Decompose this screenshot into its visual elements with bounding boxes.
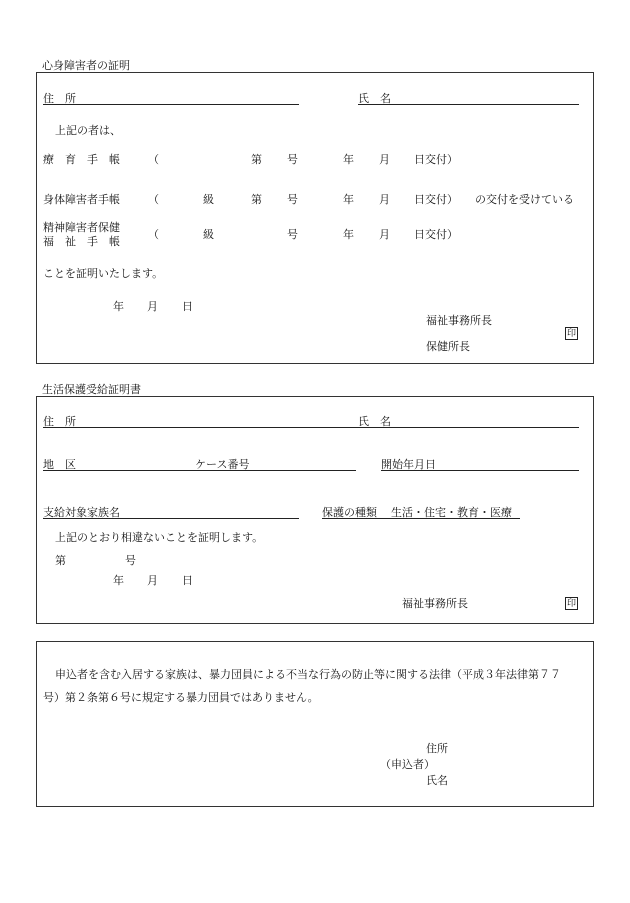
s1-certify: ことを証明いたします。: [43, 267, 164, 280]
district-case-line[interactable]: [43, 470, 356, 471]
row1-month: 月: [379, 153, 390, 166]
section2-title: 生活保護受給証明書: [42, 383, 141, 396]
row3-grade: 級: [203, 228, 214, 241]
row3-month: 月: [379, 228, 390, 241]
protection-type-line: [322, 518, 520, 519]
family-label: 支給対象家族名: [43, 506, 120, 519]
s1-date-month: 月: [147, 300, 158, 313]
start-date-label: 開始年月日: [381, 458, 436, 471]
row3-year: 年: [343, 228, 354, 241]
seal-stamp: 印: [566, 329, 576, 339]
applicant-label: （申込者）: [380, 758, 435, 771]
row3-label: 精神障害者保健: [43, 221, 120, 234]
welfare-certificate-box: [36, 396, 594, 624]
row2-grade: 級: [203, 193, 214, 206]
row3-label2: 福 祉 手 帳: [43, 235, 120, 248]
row1-go: 号: [287, 153, 298, 166]
row3-paren: （: [148, 228, 159, 241]
start-date-line[interactable]: [381, 470, 579, 471]
s1-intro: 上記の者は、: [55, 124, 121, 137]
s2-address-name-line[interactable]: [43, 427, 579, 428]
s1-address-line[interactable]: [43, 104, 299, 105]
row1-year: 年: [343, 153, 354, 166]
row1-paren: （: [148, 153, 159, 166]
applicant-address-label: 住所: [426, 742, 448, 755]
family-line[interactable]: [43, 518, 299, 519]
row3-issued: 日交付）: [414, 228, 458, 241]
row1-no: 第: [251, 153, 262, 166]
s2-date-year: 年: [113, 574, 124, 587]
row2-month: 月: [379, 193, 390, 206]
s1-date-year: 年: [113, 300, 124, 313]
row2-issued: 日交付）: [414, 193, 458, 206]
case-number-label: ケース番号: [195, 458, 250, 471]
row1-label: 療 育 手 帳: [43, 153, 120, 166]
received-text: の交付を受けている: [475, 193, 574, 206]
section1-title: 心身障害者の証明: [42, 59, 130, 72]
issuer-health: 保健所長: [426, 340, 470, 353]
protection-type-values: 生活・住宅・教育・医療: [391, 506, 512, 519]
s2-issuer: 福祉事務所長: [402, 597, 468, 610]
s1-name-label: 氏 名: [358, 92, 391, 105]
row3-go: 号: [287, 228, 298, 241]
s2-address-label: 住 所: [43, 415, 76, 428]
row2-no: 第: [251, 193, 262, 206]
row2-label: 身体障害者手帳: [43, 193, 120, 206]
row2-paren: （: [148, 193, 159, 206]
district-label: 地 区: [43, 458, 76, 471]
row2-year: 年: [343, 193, 354, 206]
s2-certify: 上記のとおり相違ないことを証明します。: [55, 531, 264, 544]
row2-go: 号: [287, 193, 298, 206]
s2-date-month: 月: [147, 574, 158, 587]
row1-issued: 日交付）: [414, 153, 458, 166]
disability-certificate-box: [36, 72, 594, 364]
s2-name-label: 氏 名: [358, 415, 391, 428]
declaration-line2: 号）第２条第６号に規定する暴力団員ではありません。: [43, 691, 319, 704]
s1-address-label: 住 所: [43, 92, 76, 105]
s1-date-day: 日: [182, 300, 193, 313]
applicant-name-label: 氏名: [426, 774, 448, 787]
issuer-welfare: 福祉事務所長: [426, 314, 492, 327]
s2-number-suffix: 号: [125, 554, 136, 567]
declaration-line1: 申込者を含む入居する家族は、暴力団員による不当な行為の防止等に関する法律（平成３年法律第７７: [55, 668, 561, 681]
s2-date-day: 日: [182, 574, 193, 587]
s2-seal-stamp: 印: [566, 599, 576, 609]
s2-number-prefix: 第: [55, 554, 66, 567]
declaration-box: [36, 641, 594, 807]
s1-name-line[interactable]: [358, 104, 579, 105]
protection-type-label: 保護の種類: [322, 506, 377, 519]
